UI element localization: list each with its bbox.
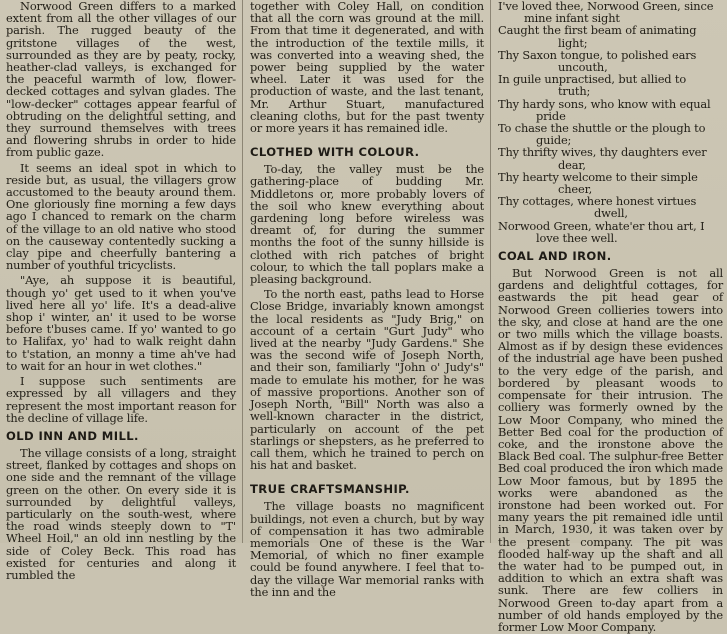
paragraph: "Aye, ah suppose it is beautiful, though yo' get used to it when you've lived here all yo' life. It's a dead-alive shop i' winter, an' it used to be worse before t'buses came. If yo' wanted to go to Halifax, yo' had to walk reight dahn to t'station, an monny a time ah've had to wait for an hour in wet clothes."	[6, 273, 236, 373]
verse-line: pride	[536, 108, 566, 123]
column-3	[492, 0, 727, 634]
paragraph: Norwood Green differs to a marked extent from all the other villages of our parish. The rugged beauty of the gritstone villages of the west, surrounded as they are by peaty, rocky, heather-clad valleys, is exchanged for the peaceful warmth of low, flower-decked cottages and sylvan glades. The "low-decker" cottages appear fearful of obtruding on the delightful setting, and they surround themselves with trees and flowering shrubs in order to hide from public gaze.	[6, 0, 236, 160]
verse-line: Caught the first beam of animating	[498, 23, 697, 38]
paragraph: I suppose such sentiments are expressed by all villagers and they represent the most important reason for the decline of village life.	[6, 374, 236, 425]
paragraph: To-day, the valley must be the gathering-place of budding Mr. Middletons or, more probably lovers of the soil who knew everything about gardening long before wireless was dreamt of, for during the summer months the foot of the sunny hillside is clothed with rich patches of bright colour, to which the tall poplars make a pleasing background.	[250, 162, 484, 287]
paragraph: The village boasts no magnificent buildings, not even a church, but by way of compensation it has two admirable memorials One of these is the War Memorial, of which no finer example could be found anywhere. I feel that to-day the village War memorial ranks with the inn and the	[250, 499, 484, 599]
paragraph: together with Coley Hall, on condition that all the corn was ground at the mill. From that time it degenerated, and with the introduction of the textile mills, it was converted into a weaving shed, the power being supplied by the water wheel. Later it was used for the production of waste, and the last tenant, Mr. Arthur Stuart, manufactured cleaning cloths, but for the past twenty or more years it has remained idle.	[250, 0, 484, 136]
verse-line: Thy cottages, where honest virtues	[498, 194, 697, 209]
verse-line: To chase the shuttle or the plough to	[498, 121, 706, 136]
verse-line: guide;	[536, 133, 572, 148]
paragraph: But Norwood Green is not all gardens and delightful cottages, for eastwards the pit head gear of Norwood Green collieries towers into the sky, and close at hand are the one or two mills which the village boasts. Almost as if by design these evidences of the industrial age have been pushed to the very edge of the parish, and bordered by pleasant woods to compensate for their intrusion. The colliery was formerly owned by the Low Moor Company, who mined the Better Bed coal for the production of coke, and the ironstone above the Black Bed coal. The sulphur-free Better Bed coal produced the iron which made Low Moor famous, but by 1895 the works were abandoned as the ironstone had been worked out. For many years the pit remained idle until in March, 1930, it was taken over by the present company. The pit was flooded half-way up the shaft and all the water had to be pumped out, in addition to which an extra shaft was sunk. There are few colliers in Norwood Green to-day apart from a number of old hands employed by the former Low Moor Company.	[498, 266, 723, 634]
verse-line: dear,	[558, 157, 586, 172]
section-heading-clothed-with-colour: CLOTHED WITH COLOUR.	[250, 145, 420, 160]
verse-line: love thee well.	[536, 230, 618, 245]
verse-line: Norwood Green, whate'er thou art, I	[498, 218, 705, 233]
column-1	[0, 0, 240, 582]
verse-line: cheer,	[558, 182, 593, 197]
verse-line: In guile unpractised, but allied to	[498, 72, 687, 87]
paragraph: The village consists of a long, straight street, flanked by cottages and shops on one side and the remnant of the village green on the other. On every side it is surrounded by delightful valleys, particularly on the south-west, where the road winds steeply down to "T' Wheel Hoil," an old inn nestling by the side of Coley Beck. This road has existed for centuries and along it rumbled the	[6, 445, 236, 582]
column-rule	[490, 0, 491, 543]
section-heading-true-craftsmanship: TRUE CRAFTSMANSHIP.	[250, 482, 410, 497]
verse-line: Thy thrifty wives, thy daughters ever	[498, 145, 707, 160]
verse-line: mine infant sight	[524, 11, 620, 26]
verse-line: light;	[558, 35, 588, 50]
verse-line: dwell,	[594, 206, 628, 221]
verse-line: Thy hearty welcome to their simple	[498, 169, 698, 184]
verse-line: truth;	[558, 84, 591, 99]
poem-verse	[498, 0, 723, 244]
section-heading-coal-and-iron: COAL AND IRON.	[498, 249, 612, 264]
verse-line: uncouth,	[558, 60, 608, 75]
paragraph: To the north east, paths lead to Horse Close Bridge, invariably known amongst the local residents as "Judy Brig," on account of a certain "Gurt Judy" who lived at the nearby "Judy Gardens." She was the second wife of Joseph North, and their son, familiarly "John o' Judy's" made to emulate his mother, for he was of massive proportions. Another son of Joseph North, "Bill" North was also a well-known character in the district, particularly on account of the pet starlings or shepsters, as he preferred to call them, which he trained to perch on his hat and basket.	[250, 287, 484, 473]
verse-line: Thy hardy sons, who know with equal	[498, 96, 711, 111]
verse-line: Thy Saxon tongue, to polished ears	[498, 47, 697, 62]
verse-line: I've loved thee, Norwood Green, since	[498, 0, 714, 13]
paragraph: It seems an ideal spot in which to reside but, as usual, the villagers grow accustomed to the beauty around them. One gloriously fine morning a few days ago I chanced to remark on the charm of the village to an old native who stood on the causeway contentedly sucking a clay pipe and cheerfully bantering a number of youthful tricyclists.	[6, 160, 236, 273]
section-heading-old-inn-and-mill: OLD INN AND MILL.	[6, 428, 139, 443]
column-2	[244, 0, 488, 599]
column-rule	[242, 0, 243, 543]
